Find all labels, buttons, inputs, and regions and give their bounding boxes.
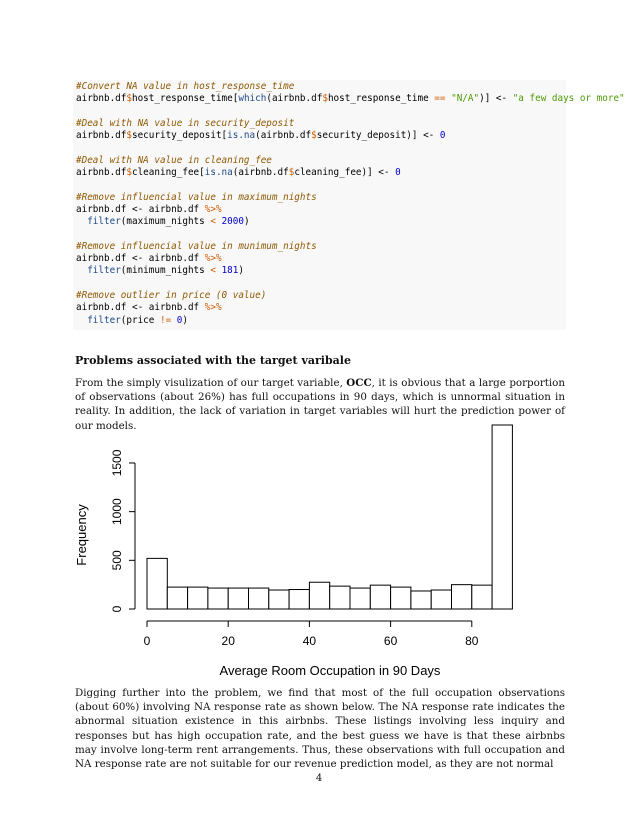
code-line [76,265,244,276]
paragraph-digging-further: Digging further into the problem, we find that most of the full occupation observations (about 60%) involving NA response rate as shown below. The NA response rate indicates the abnormal situation existence in this airbnbs. These listings involving less inquiry and responses but has high occupation rate, and the best guess we have is that these airbnbs may involve long-term rent arrangements. Thus, these observations with full occupation and NA response rate are not suitable for our revenue prediction model, as they are not normal [75,687,565,771]
code-token: ) [238,265,244,277]
code-token: security_deposit[ [131,130,228,142]
histogram-bar [350,588,370,609]
histogram-bar [249,588,269,609]
code-token: which [238,93,267,105]
code-token: 0 [176,314,183,326]
y-axis-label: Frequency [74,504,89,566]
code-token: != [159,314,172,326]
code-token: $ [126,167,132,179]
code-token: 0 [439,130,446,142]
y-tick-label: 1000 [110,498,124,525]
code-token: #Remove influencial value in maximum_nights [76,191,317,203]
code-line [76,130,445,141]
r-code [76,81,625,327]
page-number: 4 [315,773,323,784]
histogram-bar [370,585,390,609]
code-token: %>% [204,302,222,314]
code-token: $ [322,93,328,105]
histogram-bar [472,585,492,609]
code-token: airbnb.df <- airbnb.df [76,203,205,215]
code-token: "N/A" [451,93,480,105]
code-token: (airbnb.df [232,167,289,179]
code-token: $ [311,130,317,142]
histogram-bar [452,585,472,609]
code-line [76,93,625,104]
code-token: #Remove influencial value in munimum_nights [76,240,317,252]
x-tick-label: 40 [302,634,317,648]
histogram-bar [228,588,248,609]
histogram-bar [391,587,411,609]
y-tick-label: 0 [110,605,124,613]
histogram-bar [431,590,451,609]
code-line [76,253,222,264]
code-token: host_response_time [327,93,435,105]
code-line [76,216,250,227]
paragraph-text: , it is obvious that a large porportion of observations (about 26%) has full occupations in 90 days, which is unnormal situation in reality. In addition, the lack of variation in target variables will hurt the prediction power of our models. [75,377,566,432]
code-token: #Remove outlier in price (0 value) [76,290,267,302]
code-token: $ [126,130,132,142]
x-tick-label: 80 [465,634,479,648]
code-line [76,204,222,215]
histogram-bar [188,587,208,609]
histogram-bar [147,558,167,609]
code-token: 181 [221,265,239,277]
code-token: (airbnb.df [255,130,312,142]
code-token: )] <- [479,93,513,105]
code-token: #Deal with NA value in security_deposit [76,117,295,129]
code-token: (minimum_nights [120,265,211,277]
code-block [73,80,625,330]
code-token: is.na [227,130,256,142]
code-line [76,81,294,92]
variable-name: OCC [346,377,372,389]
code-token: < [210,216,216,228]
x-axis-label: Average Room Occupation in 90 Days [219,663,441,678]
histogram-bar [269,590,289,609]
occupation-histogram [0,410,638,680]
code-token: %>% [204,253,222,265]
code-line [76,290,266,301]
code-token: $ [288,167,295,179]
code-token: filter [87,265,121,277]
code-line [76,302,222,313]
x-tick-label: 60 [383,634,398,648]
code-token: airbnb.df [76,130,127,142]
code-line [76,167,401,178]
code-line [76,155,272,166]
code-token: "a few days or more" [512,93,625,105]
code-token: security_deposit)] <- [316,130,440,142]
code-token: 2000 [221,216,244,228]
code-token: ) [182,314,189,326]
code-token: (maximum_nights [120,216,211,228]
code-token: airbnb.df <- airbnb.df [76,302,205,314]
code-line [76,192,317,203]
section-heading: Problems associated with the target varibale [75,354,351,367]
code-token: filter [87,314,121,326]
code-token: #Convert NA value in host_response_time [76,81,295,92]
code-token: $ [126,93,132,105]
code-token: airbnb.df [76,167,127,179]
code-token: %>% [204,203,222,215]
code-token: (airbnb.df [266,93,323,105]
code-token [76,315,87,326]
code-token: cleaning_fee[ [131,167,205,179]
paragraph-text: From the simply visulization of our target variable, [75,377,347,389]
code-token: == [434,93,446,105]
code-token: cleaning_fee)] <- [294,167,396,179]
code-token: filter [87,216,121,228]
code-token: airbnb.df <- airbnb.df [76,253,205,265]
y-tick-label: 500 [110,550,124,571]
code-token: 0 [395,167,401,179]
code-token: host_response_time[ [131,93,239,105]
y-tick-label: 1500 [110,449,124,477]
histogram-bar [289,590,309,609]
histogram-bar [208,588,228,609]
code-token: airbnb.df [76,93,127,105]
code-line [76,315,188,326]
code-token [76,265,87,276]
histogram-bar [309,582,329,609]
code-token: < [210,265,216,277]
x-tick-label: 0 [143,634,151,648]
code-line [76,241,317,252]
code-token: ) [243,216,250,228]
x-tick-label: 20 [221,634,235,648]
histogram-bar [167,587,187,609]
histogram-bar [492,425,512,609]
code-token [76,216,87,227]
code-token: (price [120,314,160,326]
histogram-bar [330,586,350,609]
code-token: is.na [204,167,233,179]
code-token: #Deal with NA value in cleaning_fee [76,154,272,166]
code-line [76,118,294,129]
histogram-bar [411,591,431,609]
